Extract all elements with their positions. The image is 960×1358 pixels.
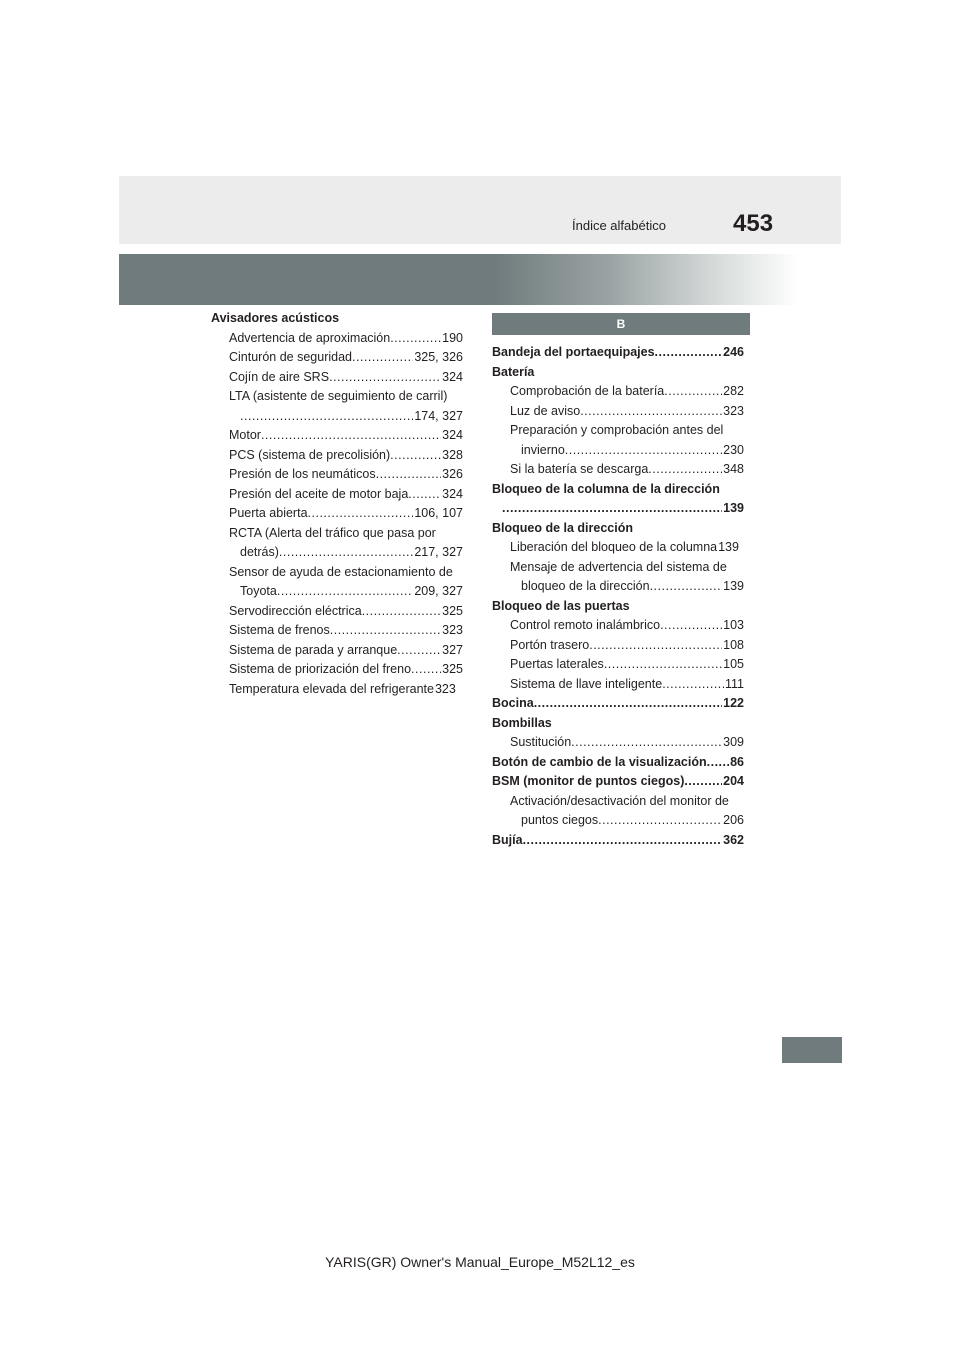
right-index-column	[492, 343, 744, 850]
page-number: 453	[733, 210, 774, 237]
footer-text: YARIS(GR) Owner's Manual_Europe_M52L12_es	[325, 1254, 635, 1270]
index-entry: Liberación del bloqueo de la columna 139	[510, 540, 739, 554]
index-entry: Puerta abierta ..... 106, 107	[211, 504, 463, 524]
index-entry-continuation: detrás) ..... 217, 327	[211, 543, 463, 563]
index-entry: Sustitución ..... 309	[492, 733, 744, 753]
index-entry: PCS (sistema de precolisión) ..... 328	[211, 446, 463, 466]
index-entry: Sistema de priorización del freno ..... 325	[211, 660, 463, 680]
index-entry: Si la batería se descarga ..... 348	[492, 460, 744, 480]
index-entry: Servodirección eléctrica ..... 325	[211, 602, 463, 622]
index-entry: Sistema de llave inteligente ..... 111	[492, 675, 744, 695]
index-entry: RCTA (Alerta del tráfico que pasa por	[229, 525, 436, 540]
index-entry-continuation: ..... 139	[492, 499, 744, 519]
index-entry: Motor ..... 324	[211, 426, 463, 446]
index-entry-continuation: bloqueo de la dirección ..... 139	[492, 577, 744, 597]
index-entry: Comprobación de la batería ..... 282	[492, 382, 744, 402]
index-entry: LTA (asistente de seguimiento de carril)	[229, 389, 448, 403]
section-title: Índice alfabético	[572, 218, 666, 233]
index-heading: Avisadores acústicos	[211, 311, 340, 325]
index-entry: Mensaje de advertencia del sistema de	[510, 559, 727, 574]
index-entry-continuation: ..... 174, 327	[211, 407, 463, 427]
thumb-index-tab	[782, 1037, 842, 1063]
index-entry: Presión de los neumáticos ..... 326	[211, 465, 463, 485]
index-heading: Bombillas	[492, 715, 552, 730]
index-entry: Advertencia de aproximación ..... 190	[211, 329, 463, 349]
index-entry: Preparación y comprobación antes del	[510, 423, 724, 437]
decorative-gradient-band	[119, 254, 799, 305]
index-entry: Temperatura elevada del refrigerante 323	[229, 681, 456, 696]
index-entry: Portón trasero ..... 108	[492, 636, 744, 656]
index-entry: Puertas laterales ..... 105	[492, 655, 744, 675]
letter-section-header: B	[492, 313, 750, 335]
index-entry: Sistema de frenos ..... 323	[211, 621, 463, 641]
index-entry-continuation: puntos ciegos ..... 206	[492, 811, 744, 831]
index-heading: Bloqueo de la dirección	[492, 520, 633, 535]
index-entry: Bujía ..... 362	[492, 831, 744, 851]
index-entry-continuation: invierno ..... 230	[492, 441, 744, 461]
index-entry: Bocina ..... 122	[492, 694, 744, 714]
index-heading: Bloqueo de la columna de la dirección	[492, 481, 720, 496]
index-heading: Batería	[492, 364, 535, 379]
index-entry: Sistema de parada y arranque ..... 327	[211, 641, 463, 661]
index-entry: Cinturón de seguridad ..... 325, 326	[211, 348, 463, 368]
index-entry: Control remoto inalámbrico ..... 103	[492, 616, 744, 636]
index-entry: BSM (monitor de puntos ciegos) ..... 204	[492, 772, 744, 792]
index-heading: Bloqueo de las puertas	[492, 598, 630, 613]
index-entry: Bandeja del portaequipajes ..... 246	[492, 343, 744, 363]
index-entry-continuation: Toyota ..... 209, 327	[211, 582, 463, 602]
left-index-column	[211, 309, 463, 699]
index-entry: Presión del aceite de motor baja ..... 324	[211, 485, 463, 505]
index-entry: Luz de aviso ..... 323	[492, 402, 744, 422]
index-entry: Sensor de ayuda de estacionamiento de	[229, 564, 453, 579]
index-entry: Botón de cambio de la visualización ..... 86	[492, 753, 744, 773]
index-entry: Cojín de aire SRS ..... 324	[211, 368, 463, 388]
index-entry: Activación/desactivación del monitor de	[510, 793, 729, 808]
